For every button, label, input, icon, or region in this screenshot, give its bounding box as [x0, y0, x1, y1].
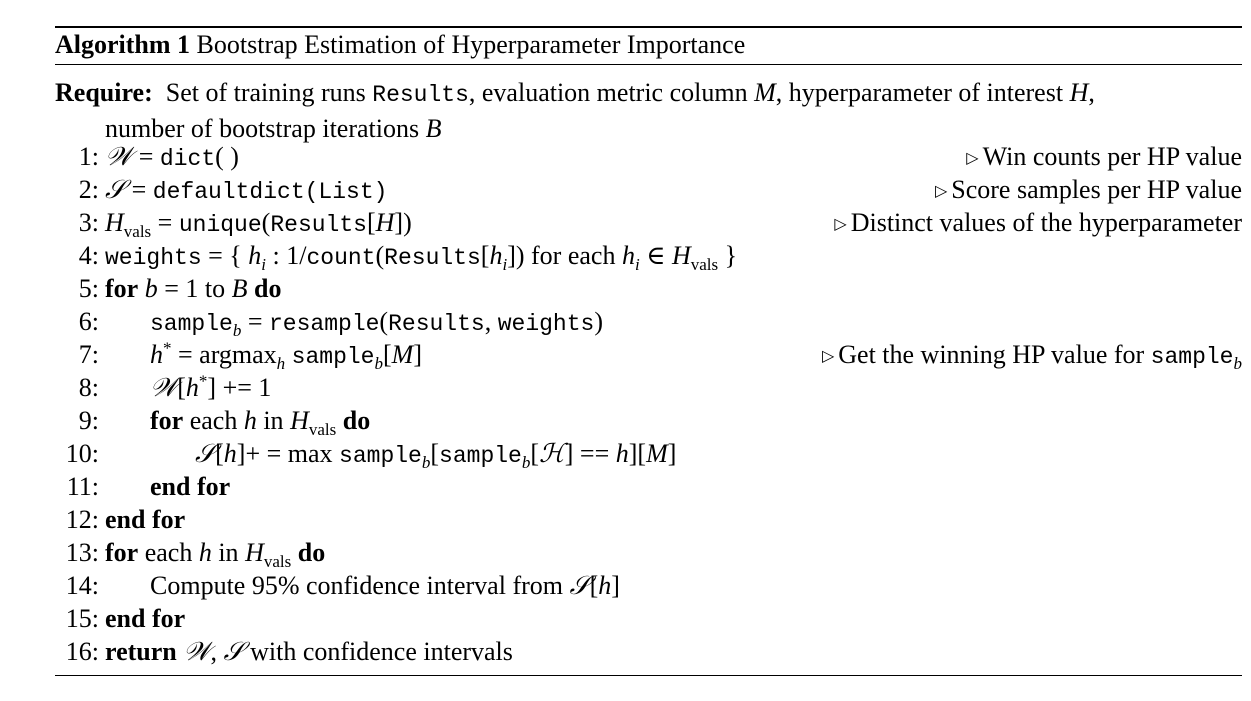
algorithm-line [55, 503, 1242, 536]
line-number: 4: [78, 241, 99, 270]
require-line-2: number of bootstrap iterations B [105, 114, 442, 143]
line-comment: ▷ Score samples per HP value [934, 175, 1242, 204]
line-body: h* = argmax$_h$ sample$_b$[M] [150, 338, 422, 374]
line-comment: ▷ Get the winning HP value for sample$_b$ [821, 340, 1242, 374]
line-body: Compute 95% confidence interval from 𝒮[h] [150, 571, 620, 601]
line-body: 𝒮 = defaultdict(List) [105, 175, 388, 205]
line-number: 5: [78, 274, 99, 303]
algorithm-line [55, 470, 1242, 503]
line-number: 9: [78, 406, 99, 435]
line-body: for each h in $H_{vals}$ do [105, 538, 326, 572]
comment-triangle-icon: ▷ [821, 348, 835, 365]
line-body: 𝒮[h]+ = max sample$_b$[sample$_b$[ℋ] == h][M] [195, 439, 677, 473]
algorithm-line [55, 536, 1242, 572]
line-number: 1: [78, 142, 99, 171]
algorithm-label: Algorithm 1 [55, 30, 191, 59]
algorithm-line [55, 173, 1242, 206]
algorithm-line [55, 437, 1242, 473]
require-block [55, 76, 1242, 145]
line-number: 10: [65, 439, 99, 468]
comment-triangle-icon: ▷ [934, 183, 948, 200]
algorithm-line [55, 371, 1242, 404]
line-body: weights = { $h_i$ : $1/count(Results[h_i])$ for each $h_i$ ∈ $H_{vals}$ } [105, 241, 738, 275]
algorithm-line [55, 404, 1242, 440]
line-comment: ▷ Win counts per HP value [966, 142, 1242, 171]
algorithm-line [55, 206, 1242, 242]
line-body: end for [105, 604, 186, 633]
line-number: 16: [65, 637, 99, 666]
bottom-rule [55, 675, 1242, 676]
line-body: sample$_b$ = resample(Results, weights) [150, 307, 604, 341]
line-number: 14: [65, 571, 99, 600]
line-number: 7: [78, 340, 99, 369]
algorithm-block [55, 26, 1242, 676]
line-body: end for [150, 472, 231, 501]
line-body: for each h in $H_{vals}$ do [150, 406, 371, 440]
line-number: 2: [78, 175, 99, 204]
top-rule [55, 26, 1242, 28]
line-body: end for [105, 505, 186, 534]
comment-triangle-icon: ▷ [966, 150, 979, 167]
algorithm-line [55, 239, 1242, 275]
line-comment: ▷ Distinct values of the hyperparameter [834, 208, 1242, 237]
algorithm-caption [55, 30, 745, 60]
line-number: 6: [78, 307, 99, 336]
algorithm-line [55, 569, 1242, 602]
line-number: 12: [65, 505, 99, 534]
line-number: 15: [65, 604, 99, 633]
algorithm-line [55, 305, 1242, 341]
line-number: 11: [66, 472, 99, 501]
algorithm-title: Bootstrap Estimation of Hyperparameter Importance [196, 30, 746, 59]
line-body: return 𝒲, 𝒮 with confidence intervals [105, 637, 513, 667]
line-body: for b = 1 to B do [105, 274, 282, 303]
algorithm-line [55, 338, 1242, 374]
algorithm-line [55, 272, 1242, 305]
line-body: 𝒲 = dict( ) [105, 142, 239, 172]
caption-rule [55, 64, 1242, 65]
comment-triangle-icon: ▷ [834, 216, 847, 233]
line-body: $H_{vals}$ = unique(Results[H]) [105, 208, 412, 242]
line-number: 3: [78, 208, 99, 237]
algorithm-line [55, 602, 1242, 635]
algorithm-line [55, 635, 1242, 668]
algorithm-lines [55, 140, 1242, 668]
algorithm-line [55, 140, 1242, 173]
line-body: 𝒲[h*] += 1 [150, 371, 272, 403]
require-keyword: Require: [55, 78, 153, 107]
require-line-1: Require: Set of training runs Results, evaluation metric column M, hyperparameter of interest H, [55, 78, 1095, 108]
line-number: 13: [65, 538, 99, 567]
line-number: 8: [78, 373, 99, 402]
